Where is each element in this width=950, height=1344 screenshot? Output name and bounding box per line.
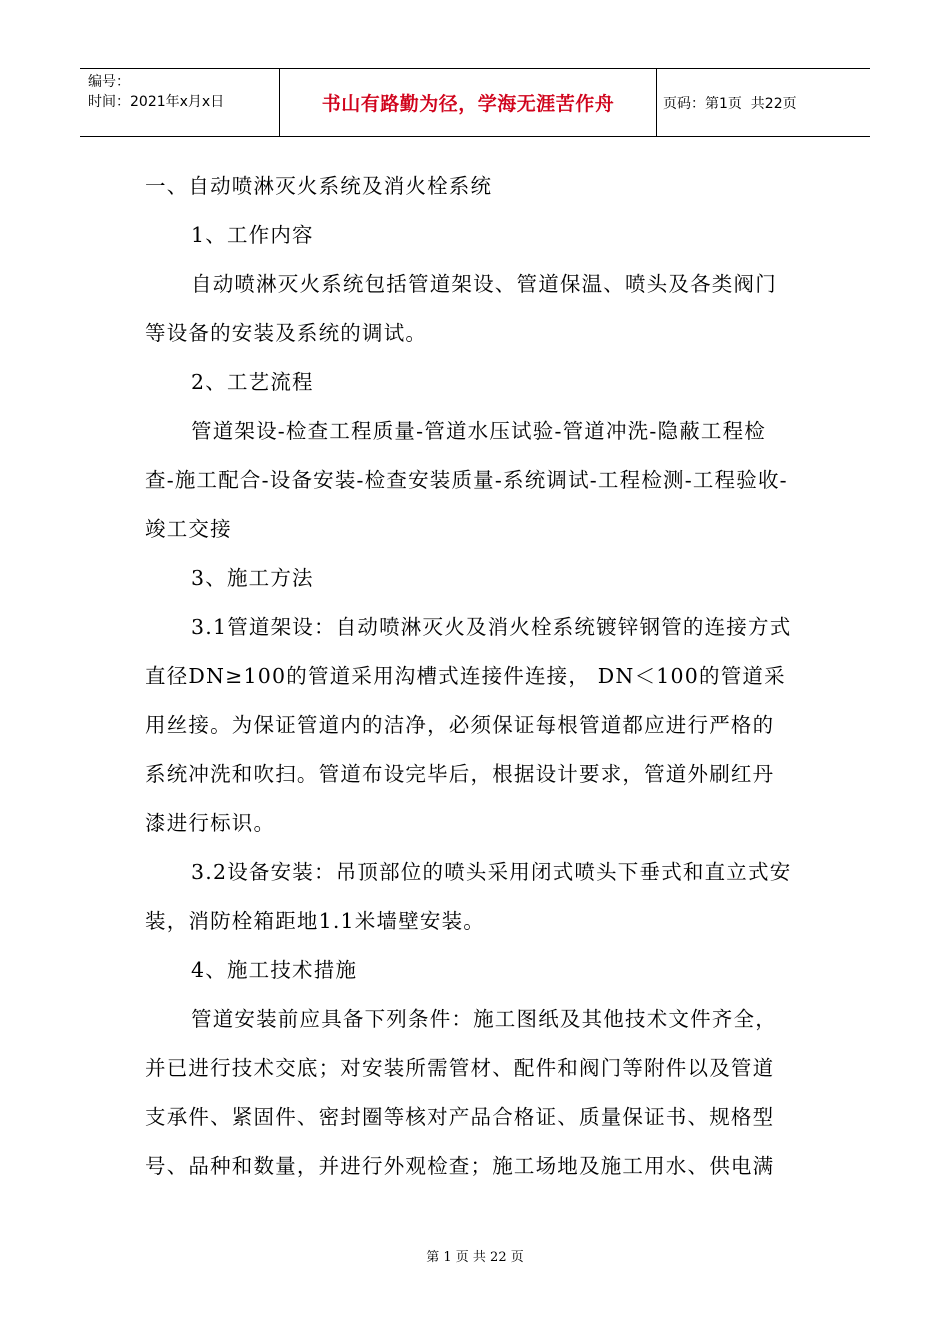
header-page-info: 页码：第1页 共22页 <box>663 95 797 112</box>
subsection-heading: 3、施工方法 <box>191 566 314 590</box>
section-heading: 一、自动喷淋灭火系统及消火栓系统 <box>145 174 493 198</box>
document-body <box>145 162 795 1191</box>
subsection-heading: 4、施工技术措施 <box>191 958 358 982</box>
paragraph: 3.1管道架设：自动喷淋灭火及消火栓系统镀锌钢管的连接方式直径DN≥100的管道采用沟槽式连接件连接， DN＜100的管道采用丝接。为保证管道内的洁净，必须保证每根管道都应进行严格的系统冲洗和吹扫。管道布设完毕后，根据设计要求，管道外刷红丹漆进行标识。 <box>145 615 792 835</box>
document-date-label: 时间：2021年x月x日 <box>88 94 225 110</box>
paragraph: 管道架设-检查工程质量-管道水压试验-管道冲洗-隐蔽工程检查-施工配合-设备安装-检查安装质量-系统调试-工程检测-工程验收-竣工交接 <box>145 419 788 541</box>
paragraph: 3.2设备安装：吊顶部位的喷头采用闭式喷头下垂式和直立式安装，消防栓箱距地1.1米墙壁安装。 <box>145 860 792 933</box>
page-header <box>80 68 870 137</box>
page-footer: 第 1 页 共 22 页 <box>426 1250 524 1265</box>
document-number-label: 编号： <box>88 74 130 90</box>
subsection-heading: 2、工艺流程 <box>191 370 314 394</box>
paragraph: 管道安装前应具备下列条件：施工图纸及其他技术文件齐全，并已进行技术交底；对安装所需管材、配件和阀门等附件以及管道支承件、紧固件、密封圈等核对产品合格证、质量保证书、规格型号、品种和数量，并进行外观检查；施工场地及施工用水、供电满 <box>145 1007 777 1178</box>
header-meta <box>80 69 280 136</box>
header-motto: 书山有路勤为径，学海无涯苦作舟 <box>280 69 657 136</box>
subsection-heading: 1、工作内容 <box>191 223 314 247</box>
paragraph: 自动喷淋灭火系统包括管道架设、管道保温、喷头及各类阀门等设备的安装及系统的调试。 <box>145 272 777 345</box>
